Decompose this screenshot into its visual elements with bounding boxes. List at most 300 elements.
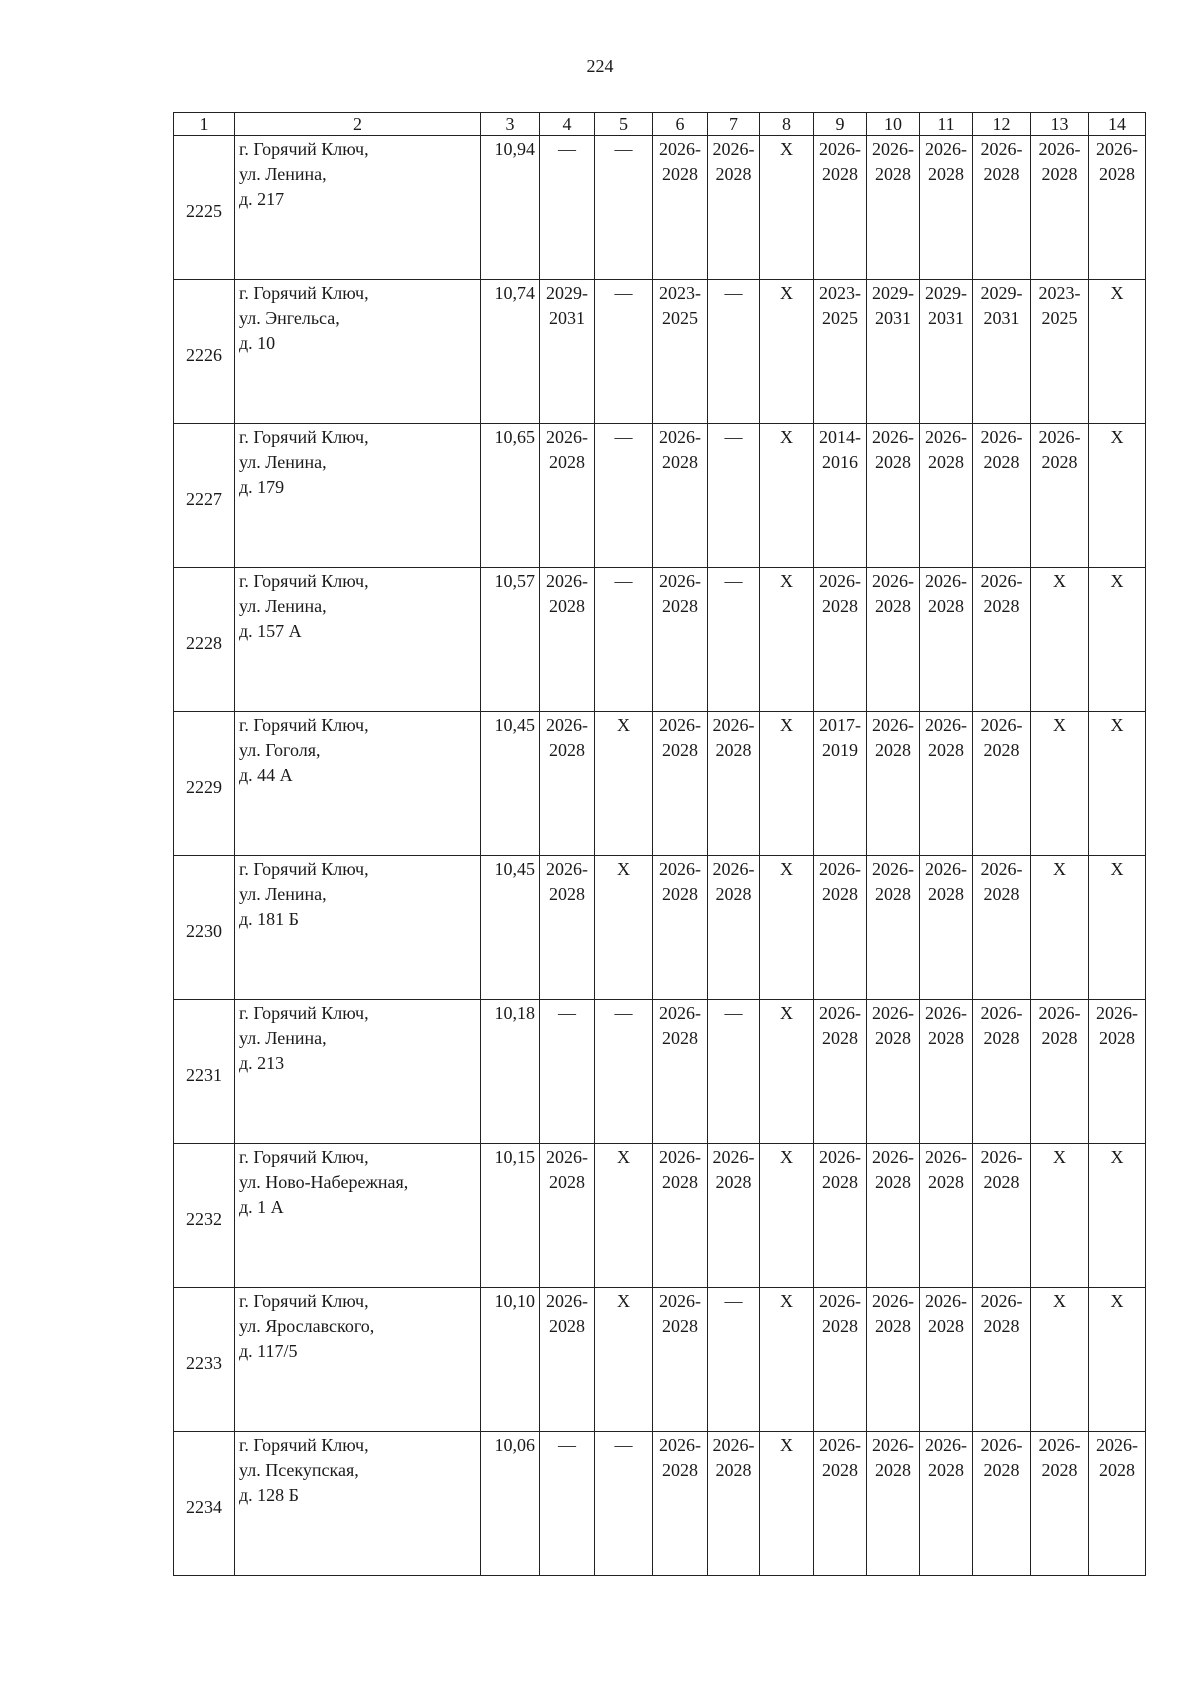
address-cell (235, 136, 481, 280)
period-cell (973, 424, 1031, 568)
period-cell (760, 136, 814, 280)
period-value: — (724, 1291, 743, 1311)
period-value: — (558, 1435, 576, 1455)
record-number-cell (174, 1288, 235, 1432)
address-line: д. 157 А (239, 621, 302, 641)
record-number-cell (174, 1144, 235, 1288)
period-cell (708, 856, 760, 1000)
period-value: 2026- 2028 (980, 1147, 1023, 1192)
period-cell (708, 712, 760, 856)
period-value: 2026- 2028 (659, 715, 701, 760)
column-header: 5 (595, 113, 653, 136)
column-header: 14 (1089, 113, 1146, 136)
period-cell (540, 424, 595, 568)
column-header: 7 (708, 113, 760, 136)
period-value: 2026- 2028 (546, 859, 588, 904)
period-value: 2026- 2028 (819, 1291, 861, 1336)
period-value: Х (1110, 283, 1124, 303)
period-value: 2026- 2028 (925, 427, 967, 472)
period-cell (540, 1144, 595, 1288)
record-number: 2227 (186, 489, 222, 509)
table-body (174, 136, 1146, 1576)
period-cell (973, 568, 1031, 712)
page-number: 224 (586, 56, 614, 76)
period-cell (595, 1432, 653, 1576)
period-cell (814, 136, 867, 280)
period-value: 2026- 2028 (925, 1291, 967, 1336)
period-value: 2026- 2028 (872, 427, 914, 472)
address-line: г. Горячий Ключ, (239, 139, 369, 159)
period-value: 2026- 2028 (980, 1435, 1023, 1480)
period-value: — (724, 571, 743, 591)
area-value-cell: 10,15 (481, 1144, 540, 1288)
period-cell (867, 856, 920, 1000)
period-cell (653, 280, 708, 424)
address-cell (235, 856, 481, 1000)
period-value: 2026- 2028 (546, 1147, 588, 1192)
address-line: д. 44 А (239, 765, 293, 785)
period-cell (708, 1144, 760, 1288)
period-value: Х (1053, 571, 1066, 591)
period-cell (1089, 712, 1146, 856)
period-cell (1031, 280, 1089, 424)
period-cell (920, 1288, 973, 1432)
period-value: 2026- 2028 (980, 1003, 1023, 1048)
period-value: 2026- 2028 (925, 1147, 967, 1192)
table-row (174, 1144, 1146, 1288)
period-value: 2026- 2028 (659, 139, 701, 184)
period-cell (867, 136, 920, 280)
area-value-cell: 10,45 (481, 712, 540, 856)
period-value: 2029- 2031 (546, 283, 588, 328)
period-value: — (614, 283, 633, 303)
period-cell (1031, 424, 1089, 568)
address-line: г. Горячий Ключ, (239, 427, 369, 447)
period-cell (973, 856, 1031, 1000)
period-cell (540, 136, 595, 280)
address-line: г. Горячий Ключ, (239, 1003, 369, 1023)
period-cell (973, 280, 1031, 424)
period-value: 2026- 2028 (980, 427, 1023, 472)
period-value: Х (1053, 715, 1066, 735)
period-cell (653, 1144, 708, 1288)
period-value: Х (1053, 1147, 1066, 1167)
column-header: 4 (540, 113, 595, 136)
period-cell (973, 1000, 1031, 1144)
period-value: 2026- 2028 (1038, 1435, 1081, 1480)
period-value: — (724, 283, 743, 303)
period-value: 2023- 2025 (659, 283, 701, 328)
period-cell (920, 856, 973, 1000)
period-value: Х (780, 139, 793, 159)
period-value: 2026- 2028 (819, 571, 861, 616)
period-value: 2026- 2028 (872, 1147, 914, 1192)
period-value: 2026- 2028 (872, 1435, 914, 1480)
address-line: д. 179 (239, 477, 285, 497)
period-cell (708, 280, 760, 424)
period-cell (708, 1288, 760, 1432)
column-header: 1 (174, 113, 235, 136)
table-row (174, 856, 1146, 1000)
period-cell (867, 1144, 920, 1288)
period-cell (814, 1288, 867, 1432)
column-header: 8 (760, 113, 814, 136)
period-cell (595, 1144, 653, 1288)
period-cell (595, 856, 653, 1000)
address-line: г. Горячий Ключ, (239, 715, 369, 735)
period-value: Х (1110, 859, 1124, 879)
period-cell (920, 1432, 973, 1576)
period-value: — (614, 139, 633, 159)
period-cell (595, 1000, 653, 1144)
period-value: 2023- 2025 (1038, 283, 1081, 328)
period-cell (540, 1432, 595, 1576)
address-cell (235, 1432, 481, 1576)
area-value-cell: 10,06 (481, 1432, 540, 1576)
record-number-cell (174, 1000, 235, 1144)
address-line: ул. Энгельса, (239, 308, 340, 328)
period-value: — (614, 571, 633, 591)
period-cell (760, 856, 814, 1000)
period-cell (1031, 568, 1089, 712)
period-cell (867, 424, 920, 568)
address-line: ул. Ленина, (239, 452, 327, 472)
period-cell (973, 1288, 1031, 1432)
record-number: 2232 (186, 1209, 222, 1229)
period-cell (1089, 856, 1146, 1000)
period-value: — (614, 1435, 633, 1455)
period-value: — (614, 427, 633, 447)
period-value: 2029- 2031 (980, 283, 1023, 328)
period-value: 2026- 2028 (925, 139, 967, 184)
period-value: 2026- 2028 (712, 859, 755, 904)
period-value: 2026- 2028 (712, 139, 755, 184)
address-line: д. 10 (239, 333, 276, 353)
period-value: 2026- 2028 (980, 715, 1023, 760)
period-value: 2026- 2028 (872, 859, 914, 904)
period-cell (920, 568, 973, 712)
period-value: Х (1110, 1291, 1124, 1311)
record-number-cell (174, 136, 235, 280)
period-cell (867, 1000, 920, 1144)
period-value: 2026- 2028 (659, 427, 701, 472)
period-value: 2029- 2031 (872, 283, 914, 328)
period-value: 2026- 2028 (1096, 139, 1138, 184)
address-line: ул. Ново-Набережная, (239, 1172, 409, 1192)
period-cell (540, 280, 595, 424)
period-cell (1089, 1000, 1146, 1144)
period-cell (653, 1432, 708, 1576)
record-number: 2225 (186, 201, 222, 221)
period-cell (867, 712, 920, 856)
period-value: 2026- 2028 (872, 1003, 914, 1048)
address-cell (235, 712, 481, 856)
table-row (174, 1432, 1146, 1576)
period-cell (973, 712, 1031, 856)
area-value-cell: 10,94 (481, 136, 540, 280)
period-value: Х (617, 859, 630, 879)
period-cell (867, 1288, 920, 1432)
period-value: Х (1053, 1291, 1066, 1311)
period-cell (1031, 1144, 1089, 1288)
address-line: г. Горячий Ключ, (239, 1291, 369, 1311)
address-line: д. 181 Б (239, 909, 299, 929)
period-cell (760, 1288, 814, 1432)
period-value: 2026- 2028 (546, 1291, 588, 1336)
period-value: 2014- 2016 (819, 427, 861, 472)
period-value: 2026- 2028 (980, 859, 1023, 904)
period-value: 2026- 2028 (925, 1003, 967, 1048)
period-value: 2026- 2028 (1038, 427, 1081, 472)
period-cell (920, 712, 973, 856)
column-header: 11 (920, 113, 973, 136)
period-value: 2026- 2028 (659, 1003, 701, 1048)
period-cell (1089, 1288, 1146, 1432)
address-line: ул. Ленина, (239, 164, 327, 184)
period-cell (814, 1144, 867, 1288)
period-value: 2026- 2028 (819, 1003, 861, 1048)
period-cell (708, 1432, 760, 1576)
period-value: Х (780, 283, 793, 303)
period-cell (814, 424, 867, 568)
period-value: 2026- 2028 (659, 859, 701, 904)
record-number: 2233 (186, 1353, 222, 1373)
address-cell (235, 424, 481, 568)
area-value-cell: 10,74 (481, 280, 540, 424)
period-cell (1031, 1288, 1089, 1432)
period-value: Х (780, 571, 793, 591)
period-cell (653, 712, 708, 856)
area-value-cell: 10,57 (481, 568, 540, 712)
period-cell (760, 712, 814, 856)
address-line: д. 128 Б (239, 1485, 299, 1505)
table-row (174, 712, 1146, 856)
period-value: 2026- 2028 (819, 139, 861, 184)
column-header: 13 (1031, 113, 1089, 136)
period-value: 2017- 2019 (819, 715, 861, 760)
period-value: 2026- 2028 (1096, 1435, 1138, 1480)
column-header: 2 (235, 113, 481, 136)
address-line: д. 217 (239, 189, 285, 209)
period-cell (814, 1432, 867, 1576)
period-value: 2026- 2028 (546, 427, 588, 472)
record-number: 2230 (186, 921, 222, 941)
period-cell (814, 1000, 867, 1144)
period-value: 2026- 2028 (819, 859, 861, 904)
table-row (174, 568, 1146, 712)
column-header: 9 (814, 113, 867, 136)
record-number-cell (174, 712, 235, 856)
address-line: д. 213 (239, 1053, 285, 1073)
address-cell (235, 568, 481, 712)
address-line: г. Горячий Ключ, (239, 1435, 369, 1455)
repair-schedule-table (173, 112, 1146, 1576)
period-cell (814, 280, 867, 424)
period-cell (814, 712, 867, 856)
period-value: 2026- 2028 (546, 571, 588, 616)
period-cell (973, 136, 1031, 280)
period-cell (814, 568, 867, 712)
period-cell (653, 424, 708, 568)
period-value: 2026- 2028 (872, 571, 914, 616)
period-value: 2026- 2028 (925, 571, 967, 616)
period-cell (540, 856, 595, 1000)
period-value: 2026- 2028 (546, 715, 588, 760)
period-value: 2026- 2028 (925, 715, 967, 760)
column-header: 6 (653, 113, 708, 136)
period-value: Х (1053, 859, 1066, 879)
period-value: 2026- 2028 (980, 571, 1023, 616)
period-cell (867, 568, 920, 712)
period-value: — (558, 1003, 576, 1023)
column-header: 12 (973, 113, 1031, 136)
period-cell (973, 1144, 1031, 1288)
area-value-cell: 10,65 (481, 424, 540, 568)
period-value: 2026- 2028 (1038, 139, 1081, 184)
period-cell (760, 424, 814, 568)
period-cell (973, 1432, 1031, 1576)
period-cell (540, 1000, 595, 1144)
address-line: г. Горячий Ключ, (239, 1147, 369, 1167)
period-value: 2026- 2028 (925, 859, 967, 904)
column-header: 3 (481, 113, 540, 136)
period-cell (1031, 1000, 1089, 1144)
record-number-cell (174, 568, 235, 712)
period-cell (708, 424, 760, 568)
period-value: Х (780, 427, 793, 447)
period-value: Х (617, 1147, 630, 1167)
period-cell (595, 280, 653, 424)
record-number: 2234 (186, 1497, 222, 1517)
address-cell (235, 1144, 481, 1288)
address-line: ул. Ленина, (239, 1028, 327, 1048)
address-line: г. Горячий Ключ, (239, 859, 369, 879)
address-line: ул. Псекупская, (239, 1460, 359, 1480)
period-cell (1089, 280, 1146, 424)
table-row (174, 1288, 1146, 1432)
period-cell (540, 1288, 595, 1432)
table-row (174, 424, 1146, 568)
period-value: 2026- 2028 (980, 1291, 1023, 1336)
period-cell (920, 280, 973, 424)
period-cell (920, 1144, 973, 1288)
address-line: ул. Ярославского, (239, 1316, 375, 1336)
period-cell (595, 1288, 653, 1432)
table-row (174, 1000, 1146, 1144)
period-value: 2026- 2028 (659, 571, 701, 616)
address-line: д. 1 А (239, 1197, 284, 1217)
period-value: 2026- 2028 (1038, 1003, 1081, 1048)
period-cell (653, 1288, 708, 1432)
period-value: 2026- 2028 (712, 1147, 755, 1192)
period-value: 2026- 2028 (659, 1435, 701, 1480)
period-value: 2026- 2028 (819, 1147, 861, 1192)
period-cell (760, 568, 814, 712)
period-cell (1089, 1144, 1146, 1288)
period-value: Х (780, 1147, 793, 1167)
period-cell (708, 136, 760, 280)
period-cell (1089, 136, 1146, 280)
period-value: Х (617, 715, 630, 735)
address-cell (235, 280, 481, 424)
period-value: Х (1110, 427, 1124, 447)
period-value: 2026- 2028 (659, 1291, 701, 1336)
period-value: 2026- 2028 (872, 139, 914, 184)
table-row (174, 280, 1146, 424)
record-number: 2226 (186, 345, 222, 365)
period-cell (653, 856, 708, 1000)
address-line: ул. Ленина, (239, 596, 327, 616)
address-line: ул. Ленина, (239, 884, 327, 904)
address-line: ул. Гоголя, (239, 740, 321, 760)
period-value: — (614, 1003, 633, 1023)
record-number-cell (174, 1432, 235, 1576)
period-cell (920, 1000, 973, 1144)
record-number: 2231 (186, 1065, 222, 1085)
period-value: Х (1110, 715, 1124, 735)
period-cell (1031, 1432, 1089, 1576)
area-value-cell: 10,10 (481, 1288, 540, 1432)
period-cell (814, 856, 867, 1000)
record-number-cell (174, 424, 235, 568)
period-cell (760, 1144, 814, 1288)
period-cell (540, 712, 595, 856)
period-cell (1089, 568, 1146, 712)
period-value: — (724, 1003, 743, 1023)
record-number-cell (174, 856, 235, 1000)
period-cell (867, 280, 920, 424)
period-value: 2026- 2028 (925, 1435, 967, 1480)
period-cell (595, 136, 653, 280)
area-value-cell: 10,18 (481, 1000, 540, 1144)
period-cell (920, 424, 973, 568)
period-value: Х (1110, 571, 1124, 591)
period-value: Х (780, 859, 793, 879)
period-cell (760, 1000, 814, 1144)
period-cell (1031, 856, 1089, 1000)
record-number-cell (174, 280, 235, 424)
period-cell (760, 1432, 814, 1576)
period-value: Х (780, 715, 793, 735)
period-value: Х (780, 1435, 793, 1455)
period-cell (653, 568, 708, 712)
period-cell (1031, 712, 1089, 856)
period-value: 2029- 2031 (925, 283, 967, 328)
period-cell (540, 568, 595, 712)
period-cell (653, 136, 708, 280)
period-value: 2026- 2028 (712, 1435, 755, 1480)
table-row (174, 136, 1146, 280)
period-value: — (558, 139, 576, 159)
record-number: 2229 (186, 777, 222, 797)
period-value: Х (780, 1291, 793, 1311)
period-cell (653, 1000, 708, 1144)
period-value: 2026- 2028 (712, 715, 755, 760)
address-line: д. 117/5 (239, 1341, 298, 1361)
period-value: Х (617, 1291, 630, 1311)
period-value: — (724, 427, 743, 447)
period-cell (595, 568, 653, 712)
period-value: 2026- 2028 (980, 139, 1023, 184)
period-value: 2023- 2025 (819, 283, 861, 328)
record-number: 2228 (186, 633, 222, 653)
period-cell (708, 568, 760, 712)
column-header: 10 (867, 113, 920, 136)
period-value: 2026- 2028 (659, 1147, 701, 1192)
period-cell (595, 712, 653, 856)
period-cell (1089, 424, 1146, 568)
address-line: г. Горячий Ключ, (239, 283, 369, 303)
